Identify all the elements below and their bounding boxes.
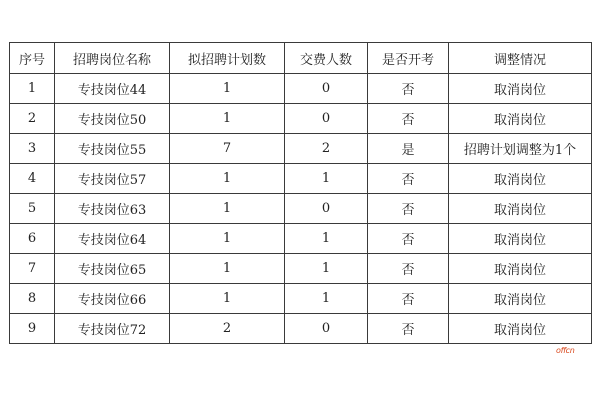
header-adjustment: 调整情况 bbox=[449, 43, 592, 74]
table-row bbox=[10, 314, 592, 344]
cell-adjustment: 取消岗位 bbox=[449, 104, 592, 134]
cell-position-name: 专技岗位65 bbox=[55, 254, 170, 284]
cell-planned-count: 2 bbox=[170, 314, 285, 344]
cell-paid-count: 2 bbox=[285, 134, 368, 164]
cell-position-name: 专技岗位66 bbox=[55, 284, 170, 314]
table-row bbox=[10, 134, 592, 164]
cell-paid-count: 1 bbox=[285, 164, 368, 194]
cell-paid-count: 0 bbox=[285, 104, 368, 134]
offcn-watermark-logo: offcn bbox=[556, 346, 575, 355]
cell-paid-count: 1 bbox=[285, 224, 368, 254]
cell-adjustment: 取消岗位 bbox=[449, 284, 592, 314]
cell-exam-held: 否 bbox=[368, 194, 449, 224]
cell-planned-count: 7 bbox=[170, 134, 285, 164]
cell-planned-count: 1 bbox=[170, 164, 285, 194]
cell-index: 7 bbox=[10, 254, 55, 284]
cell-exam-held: 否 bbox=[368, 224, 449, 254]
cell-adjustment: 取消岗位 bbox=[449, 164, 592, 194]
table-row bbox=[10, 254, 592, 284]
cell-adjustment: 招聘计划调整为1个 bbox=[449, 134, 592, 164]
cell-exam-held: 否 bbox=[368, 104, 449, 134]
adjustment-table bbox=[9, 42, 592, 344]
header-index: 序号 bbox=[10, 43, 55, 74]
cell-index: 8 bbox=[10, 284, 55, 314]
header-planned-count: 拟招聘计划数 bbox=[170, 43, 285, 74]
cell-planned-count: 1 bbox=[170, 104, 285, 134]
cell-index: 9 bbox=[10, 314, 55, 344]
cell-index: 6 bbox=[10, 224, 55, 254]
cell-adjustment: 取消岗位 bbox=[449, 224, 592, 254]
table-row bbox=[10, 74, 592, 104]
cell-position-name: 专技岗位63 bbox=[55, 194, 170, 224]
cell-index: 1 bbox=[10, 74, 55, 104]
cell-index: 4 bbox=[10, 164, 55, 194]
table-row bbox=[10, 224, 592, 254]
adjustment-table-container bbox=[9, 42, 591, 344]
cell-exam-held: 否 bbox=[368, 284, 449, 314]
cell-position-name: 专技岗位44 bbox=[55, 74, 170, 104]
table-row bbox=[10, 104, 592, 134]
cell-exam-held: 否 bbox=[368, 314, 449, 344]
cell-planned-count: 1 bbox=[170, 284, 285, 314]
cell-planned-count: 1 bbox=[170, 194, 285, 224]
cell-exam-held: 否 bbox=[368, 254, 449, 284]
cell-planned-count: 1 bbox=[170, 224, 285, 254]
cell-index: 2 bbox=[10, 104, 55, 134]
table-row bbox=[10, 284, 592, 314]
cell-exam-held: 是 bbox=[368, 134, 449, 164]
cell-exam-held: 否 bbox=[368, 164, 449, 194]
cell-planned-count: 1 bbox=[170, 74, 285, 104]
cell-position-name: 专技岗位72 bbox=[55, 314, 170, 344]
cell-exam-held: 否 bbox=[368, 74, 449, 104]
cell-index: 5 bbox=[10, 194, 55, 224]
cell-adjustment: 取消岗位 bbox=[449, 194, 592, 224]
table-row bbox=[10, 194, 592, 224]
header-position-name: 招聘岗位名称 bbox=[55, 43, 170, 74]
cell-adjustment: 取消岗位 bbox=[449, 314, 592, 344]
table-header-row bbox=[10, 43, 592, 74]
cell-paid-count: 0 bbox=[285, 194, 368, 224]
cell-index: 3 bbox=[10, 134, 55, 164]
header-exam-held: 是否开考 bbox=[368, 43, 449, 74]
cell-adjustment: 取消岗位 bbox=[449, 74, 592, 104]
cell-planned-count: 1 bbox=[170, 254, 285, 284]
cell-paid-count: 1 bbox=[285, 284, 368, 314]
cell-adjustment: 取消岗位 bbox=[449, 254, 592, 284]
header-paid-count: 交费人数 bbox=[285, 43, 368, 74]
cell-position-name: 专技岗位55 bbox=[55, 134, 170, 164]
cell-position-name: 专技岗位50 bbox=[55, 104, 170, 134]
cell-paid-count: 1 bbox=[285, 254, 368, 284]
cell-paid-count: 0 bbox=[285, 314, 368, 344]
cell-position-name: 专技岗位57 bbox=[55, 164, 170, 194]
cell-position-name: 专技岗位64 bbox=[55, 224, 170, 254]
cell-paid-count: 0 bbox=[285, 74, 368, 104]
table-row bbox=[10, 164, 592, 194]
